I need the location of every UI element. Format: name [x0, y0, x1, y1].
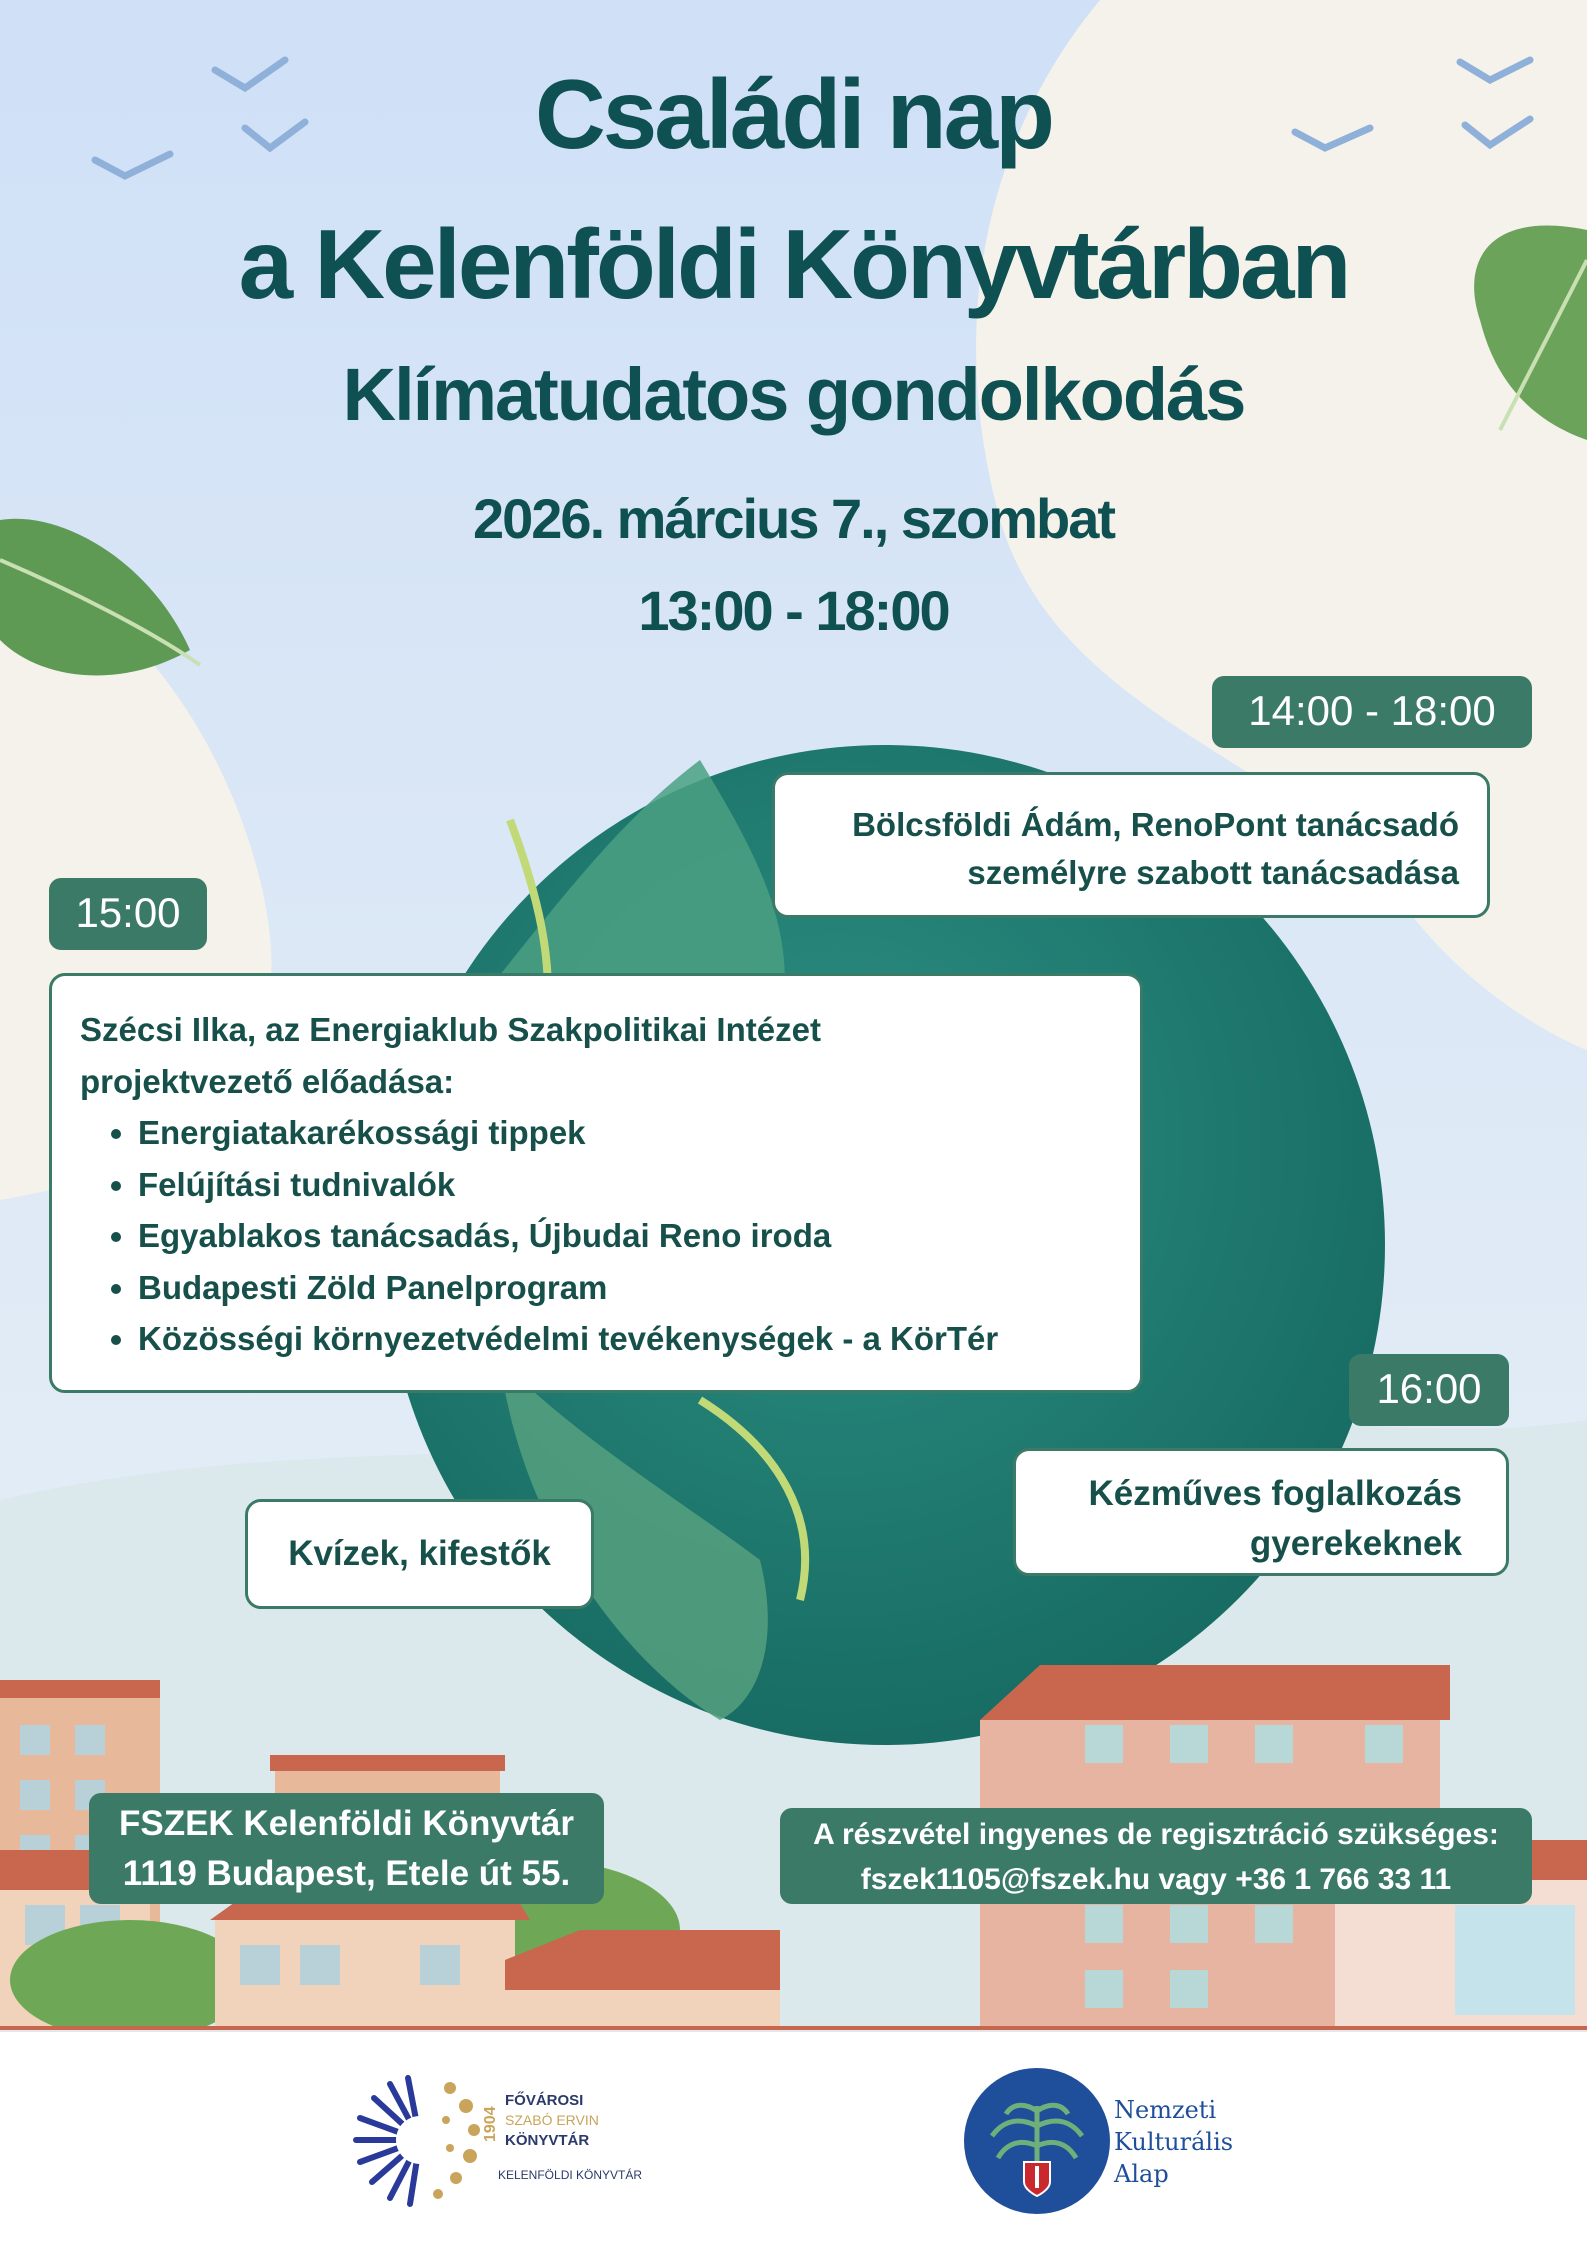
- craft-line-1: Kézműves foglalkozás: [1088, 1474, 1462, 1513]
- time-badge-consult: 14:00 - 18:00: [1212, 676, 1532, 748]
- nka-line-2: Kulturális: [1114, 2128, 1234, 2156]
- list-item: • Budapesti Zöld Panelprogram: [138, 1262, 1112, 1314]
- venue-name: FSZEK Kelenföldi Könyvtár: [118, 1804, 575, 1843]
- subtitle: Klímatudatos gondolkodás: [342, 353, 1245, 436]
- fszek-line-4: KELENFÖLDI KÖNYVTÁR: [498, 2168, 643, 2182]
- quiz-label: Kvízek, kifestők: [288, 1534, 551, 1573]
- sunburst-logo-icon: [350, 2070, 490, 2210]
- tree-emblem-icon: [962, 2066, 1112, 2216]
- fszek-logo: [350, 2070, 650, 2210]
- registration-line-1: A részvétel ingyenes de regisztráció szükséges:: [813, 1818, 1499, 1851]
- title-line-1: Családi nap: [534, 59, 1053, 169]
- nka-line-1: Nemzeti: [1114, 2096, 1217, 2124]
- nka-line-3: Alap: [1114, 2160, 1169, 2188]
- quiz-card: [245, 1499, 594, 1609]
- event-time: 13:00 - 18:00: [638, 579, 949, 642]
- lecture-topics-list: [80, 1107, 1112, 1365]
- list-item: • Közösségi környezetvédelmi tevékenységek - a KörTér: [138, 1313, 1112, 1365]
- fszek-line-3: KÖNYVTÁR: [505, 2132, 590, 2149]
- time-badge-craft: 16:00: [1349, 1354, 1509, 1426]
- lecture-card: [49, 973, 1143, 1393]
- fszek-year: 1904: [482, 2106, 499, 2142]
- fszek-line-1: FŐVÁROSI: [505, 2092, 584, 2109]
- list-item: • Felújítási tudnivalók: [138, 1159, 1112, 1211]
- venue-box: [89, 1793, 604, 1904]
- venue-address: 1119 Budapest, Etele út 55.: [122, 1854, 571, 1893]
- consult-line-2: személyre szabott tanácsadása: [967, 854, 1459, 891]
- craft-card: [1013, 1448, 1509, 1576]
- consult-card: [772, 772, 1490, 918]
- registration-box: [780, 1808, 1532, 1904]
- event-date: 2026. március 7., szombat: [472, 487, 1114, 550]
- fszek-line-2: SZABÓ ERVIN: [505, 2112, 599, 2128]
- list-item: • Energiatakarékossági tippek: [138, 1107, 1112, 1159]
- lecture-intro-line-2: projektvezető előadása:: [80, 1062, 455, 1100]
- nka-logo: [962, 2066, 1292, 2216]
- time-badge-lecture: 15:00: [49, 878, 207, 950]
- list-item: • Egyablakos tanácsadás, Újbudai Reno iroda: [138, 1210, 1112, 1262]
- craft-line-2: gyerekeknek: [1249, 1524, 1462, 1563]
- lecture-intro-line-1: Szécsi Ilka, az Energiaklub Szakpolitikai Intézet: [80, 1011, 821, 1048]
- consult-line-1: Bölcsföldi Ádám, RenoPont tanácsadó: [852, 806, 1459, 843]
- footer: [0, 2030, 1587, 2245]
- registration-contact: fszek1105@fszek.hu vagy +36 1 766 33 11: [860, 1863, 1452, 1896]
- title-line-2: a Kelenföldi Könyvtárban: [238, 209, 1349, 319]
